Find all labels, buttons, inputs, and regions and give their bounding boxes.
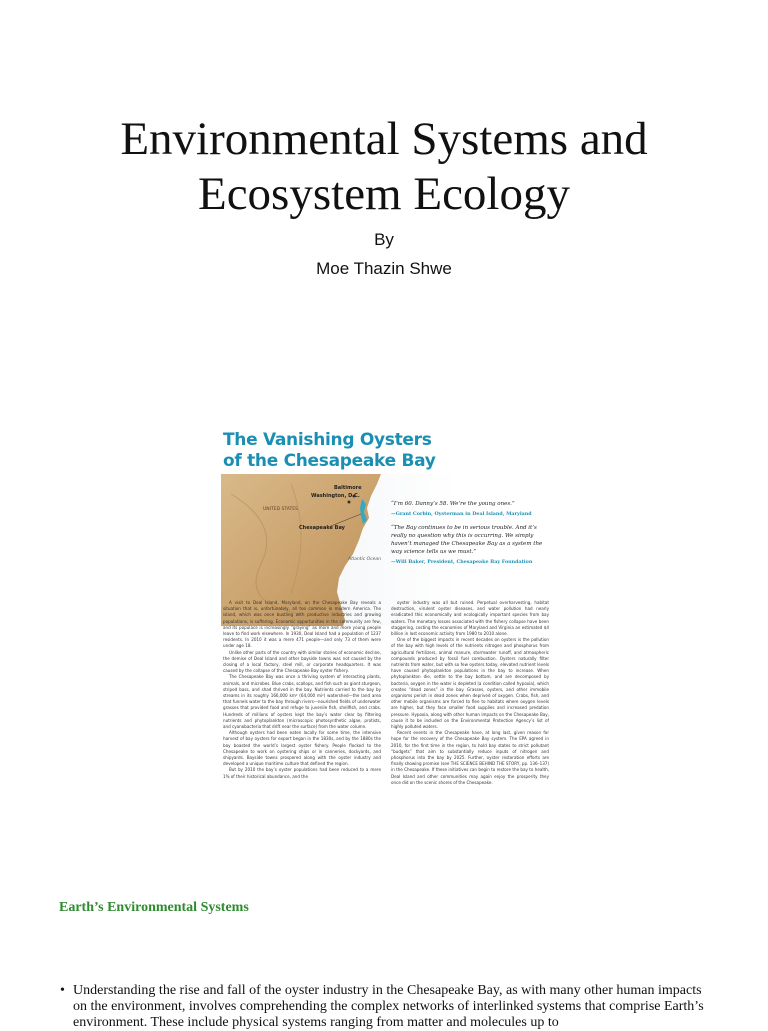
paragraph: The Chesapeake Bay was once a thriving system of interacting plants, animals, and microbes. Blue crabs, scallops, and fish such as giant sturgeon, striped bass, and shad thrived in the bay. Nutrients carried to the bay by streams in its roughly 166,000 km² (64,000 mi²) watershed—the land area that funnels water to the bay through rivers—nourished fields of underwater grasses that provided food and refuge to juvenile fish, shellfish, and crabs. Hundreds of millions of oysters kept the bay’s water clear by filtering nutrients and phytoplankton (microscopic photosynthetic algae, protists, and cyanobacteria that drift near the surface) from the water column.: [223, 674, 381, 730]
map-label-chesapeake: Chesapeake Bay: [299, 525, 345, 531]
paragraph: One of the biggest impacts in recent decades on oysters is the pollution of the bay with high levels of the nutrients nitrogen and phosphorus from agricultural fertilizers, animal manure, stormwater runoff, and atmospheric compounds produced by fossil fuel combustion. Oysters naturally filter nutrients from water, but with so few oysters today, elevated nutrient levels have caused phytoplankton populations in the bay to increase. When phytoplankton die, settle to the bay bottom, and are decomposed by bacteria, oxygen in the water is depleted (a condition called hypoxia), which creates “dead zones” in the bay. Grasses, oysters, and other immobile organisms perish in dead zones when deprived of oxygen. Crabs, fish, and other mobile organisms are forced to flee to habitats where oxygen levels are higher, but they face smaller food supplies and increased predation pressure. Hypoxia, along with other human impacts on the Chesapeake Bay, cause it to be included on the Environmental Protection Agency’s list of highly polluted waters.: [391, 637, 549, 730]
author-name: Moe Thazin Shwe: [316, 259, 452, 278]
city-marker-washington: [348, 501, 351, 504]
body-column-left: [223, 600, 381, 868]
figure-title: [223, 430, 463, 472]
quote-2-text: “The Bay continues to be in serious trouble. And it’s really no question why this is occurring. We simply haven’t managed the Chesapeake Bay as a system the way science tells us we must.”: [391, 525, 543, 555]
quotes: [391, 500, 551, 572]
paragraph: Although oysters had been eaten locally for some time, the intensive harvest of bay oysters for export began in the 1830s, and by the 1880s the bay boasted the world’s largest oyster fishery. People flocked to the Chesapeake to work on oystering ships or in canneries, dockyards, and shipyards. Bayside towns prospered along with the oyster industry and developed a unique maritime culture that defined the region.: [223, 730, 381, 767]
map-label-baltimore: Baltimore: [334, 485, 362, 491]
paragraph: But by 2010 the bay’s oyster populations had been reduced to a mere 1% of their historical abundance, and the: [223, 767, 381, 779]
quote-1: [391, 500, 551, 518]
quote-1-attribution: —Grant Corbin, Oysterman in Deal Island, Maryland: [391, 511, 532, 517]
body-column-right: [391, 600, 549, 868]
map-label-washington: Washington, D.C.: [311, 493, 360, 499]
by-label: By: [374, 230, 394, 249]
textbook-page-image: [221, 430, 556, 868]
paragraph: Unlike other parts of the country with similar stories of economic decline, the demise of Deal Island and other bayside towns was not caused by the closing of a local factory, steel mill, or corporate headquarters. It was caused by the collapse of the Chesapeake Bay oyster fishery.: [223, 649, 381, 674]
map-label-united-states: UNITED STATES: [263, 507, 298, 512]
slide-title-line2: Ecosystem Ecology: [197, 168, 570, 220]
quote-2-attribution: —Will Baker, President, Chesapeake Bay Foundation: [391, 559, 533, 565]
quote-1-text: “I’m 60. Danny’s 58. We’re the young ones.”: [391, 501, 515, 507]
quote-2: [391, 524, 551, 566]
figure-title-line1: The Vanishing Oysters: [223, 430, 432, 450]
bullet-dot: •: [60, 983, 65, 998]
paragraph: Recent events in the Chesapeake have, at long last, given reason for hope for the recovery of the Chesapeake Bay system. The EPA agreed in 2010, for the first time in the region, to hold bay states to strict pollutant “budgets” that aim to substantially reduce inputs of nitrogen and phosphorus into the bay by 2025. Further, oyster restoration efforts are finally showing promise (see THE SCIENCE BEHIND THE STORY, pp. 136–137) in the Chesapeake. If these initiatives can begin to restore the bay to health, Deal Island and other communities may again enjoy the prosperity they once did on the scenic shores of the Chesapeake.: [391, 730, 549, 785]
bullet-text: Understanding the rise and fall of the oyster industry in the Chesapeake Bay, as with many other human impacts on the environment, involves comprehending the complex networks of interlinked systems that comprise Earth’s environment. These include physical systems ranging from matter and molecules up to: [73, 983, 704, 1030]
figure-title-line2: of the Chesapeake Bay: [223, 451, 436, 471]
slide-title-line1: Environmental Systems and: [120, 113, 648, 165]
map-label-atlantic: Atlantic Ocean: [348, 557, 382, 562]
paragraph: oyster industry was all but ruined. Perpetual overharvesting, habitat destruction, virulent oyster diseases, and water pollution had nearly eradicated this economically and ecologically important species from bay waters. The monetary losses associated with the fishery collapse have been staggering, costing the economies of Maryland and Virginia an estimated $4 billion in lost economic activity from 1980 to 2010 alone.: [391, 600, 549, 637]
section-heading: Earth’s Environmental Systems: [59, 900, 249, 915]
slide-title: [0, 112, 768, 222]
paragraph: A visit to Deal Island, Maryland, on the Chesapeake Bay reveals a situation that is, unfortunately, all too common in modern America. The island, which was once bustling with productive industries and growing populations, is suffering. Economic opportunities in the community are few, and its populace is increasingly “graying” as more and more young people leave to find work elsewhere. In 1930, Deal Island had a population of 1237 residents. In 2010 it was a mere 471 people—and only 73 of them were under age 18.: [223, 600, 381, 649]
